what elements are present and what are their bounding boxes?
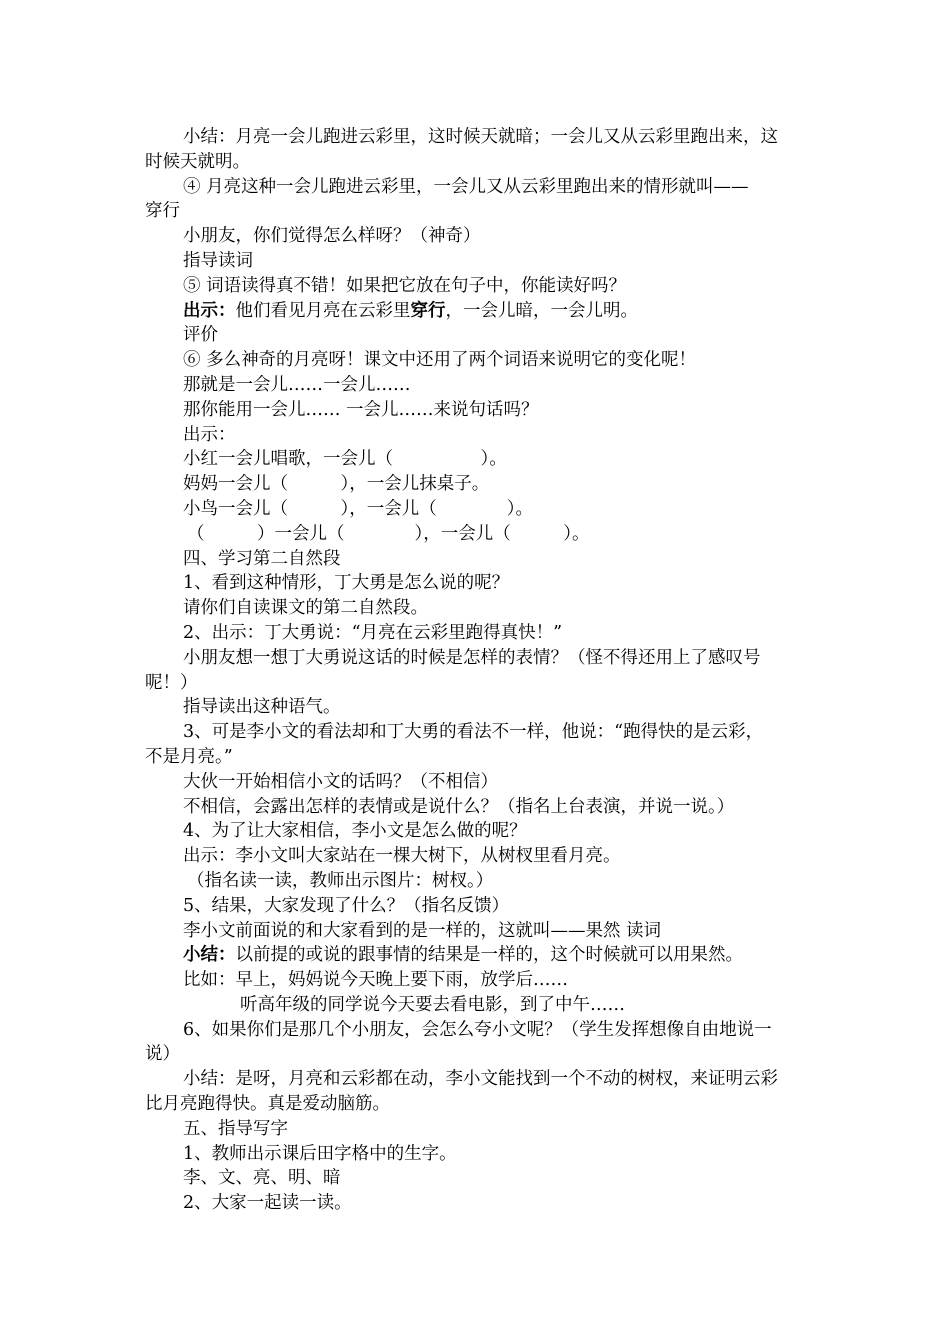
text-line [0, 522, 950, 547]
text-line [0, 249, 950, 274]
text-line [0, 919, 950, 944]
text-line [0, 1067, 950, 1092]
line-text: ④ 月亮这种一会儿跑进云彩里，一会儿又从云彩里跑出来的情形就叫—— [183, 176, 749, 197]
line-text: 小结：是呀，月亮和云彩都在动，李小文能找到一个不动的树杈，来证明云彩 [183, 1069, 778, 1090]
text-line [0, 770, 950, 795]
line-text: 小朋友，你们觉得怎么样呀？（神奇） [183, 226, 481, 247]
line-text: 5、结果，大家发现了什么？（指名反馈） [183, 895, 510, 916]
text-line [0, 547, 950, 572]
bold-word: 穿行 [410, 300, 446, 321]
line-text: ⑤ 词语读得真不错！如果把它放在句子中，你能读好吗？ [183, 275, 627, 296]
line-text: 小结：月亮一会儿跑进云彩里，这时候天就暗；一会儿又从云彩里跑出来，这 [183, 127, 778, 147]
line-text: 2、出示：丁大勇说：“月亮在云彩里跑得真快！” [183, 622, 563, 643]
line-text: 指导读词 [183, 250, 253, 271]
text-line [0, 199, 950, 224]
line-text: 时候天就明。 [145, 151, 250, 172]
line-text: 以前提的或说的跟事情的结果是一样的，这个时候就可以用果然。 [235, 945, 743, 966]
line-text: 评价 [183, 325, 218, 346]
document-body [0, 125, 950, 1216]
line-text: （指名读一读，教师出示图片：树杈。） [187, 870, 494, 891]
line-text: 比月亮跑得快。真是爱动脑筋。 [145, 1094, 390, 1115]
text-line [0, 472, 950, 497]
text-line [0, 1092, 950, 1117]
text-line [0, 894, 950, 919]
text-line [0, 695, 950, 720]
line-text: 妈妈一会儿（ ），一会儿抹桌子。 [183, 474, 490, 495]
text-line [0, 745, 950, 770]
line-text: 出示： [183, 424, 236, 445]
text-line [0, 274, 950, 299]
text-line [0, 398, 950, 423]
line-text: 李、文、亮、明、暗 [183, 1168, 341, 1189]
text-line [0, 795, 950, 820]
line-text: 1、看到这种情形，丁大勇是怎么说的呢？ [183, 573, 510, 594]
text-line [0, 844, 950, 869]
line-text: 大伙一开始相信小文的话吗？（不相信） [183, 771, 498, 792]
text-line [0, 869, 950, 894]
line-text: 说） [145, 1044, 180, 1065]
text-line [0, 175, 950, 200]
text-line [0, 447, 950, 472]
text-line [0, 646, 950, 671]
text-line [0, 571, 950, 596]
text-line [0, 720, 950, 745]
line-text: 4、为了让大家相信，李小文是怎么做的呢？ [183, 821, 527, 842]
line-text: 比如：早上，妈妈说今天晚上要下雨，放学后…… [183, 970, 568, 991]
line-text: 不相信，会露出怎样的表情或是说什么？（指名上台表演，并说一说。） [183, 796, 735, 817]
line-text: 穿行 [145, 201, 180, 222]
text-line [0, 348, 950, 373]
bold-label: 小结： [183, 945, 236, 966]
line-text: 那就是一会儿……一会儿…… [183, 374, 411, 395]
text-line [0, 299, 950, 324]
text-line [0, 323, 950, 348]
text-line [0, 621, 950, 646]
text-line [0, 1166, 950, 1191]
text-line [0, 968, 950, 993]
line-text: 小鸟一会儿（ ），一会儿（ ）。 [183, 498, 533, 519]
text-line [0, 1142, 950, 1167]
text-line [0, 423, 950, 448]
text-line [0, 1018, 950, 1043]
text-line [0, 224, 950, 249]
line-text: 他们看见月亮在云彩里 [235, 300, 411, 321]
line-text: 小朋友想一想丁大勇说这话的时候是怎样的表情？（怪不得还用上了感叹号 [183, 647, 761, 668]
text-line [0, 671, 950, 696]
line-text: 听高年级的同学说今天要去看电影，到了中午…… [240, 994, 625, 1015]
line-text: 四、学习第二自然段 [183, 548, 341, 569]
text-line [0, 596, 950, 621]
bold-label: 出示： [183, 300, 236, 321]
line-text: 五、指导写字 [183, 1118, 288, 1139]
text-line [0, 497, 950, 522]
line-text: 1、教师出示课后田字格中的生字。 [183, 1143, 457, 1164]
text-line [0, 1042, 950, 1067]
text-line [0, 943, 950, 968]
line-text: 小红一会儿唱歌，一会儿（ ）。 [183, 449, 507, 470]
line-text: 那你能用一会儿…… 一会儿……来说句话吗？ [183, 399, 539, 420]
line-text: 呢！） [145, 672, 198, 693]
line-text: 2、大家一起读一读。 [183, 1193, 352, 1214]
text-line [0, 125, 950, 150]
line-text: 请你们自读课文的第二自然段。 [183, 598, 428, 619]
line-text: ⑥ 多么神奇的月亮呀！课文中还用了两个词语来说明它的变化呢！ [183, 350, 697, 371]
line-text: 指导读出这种语气。 [183, 697, 341, 718]
line-text: 出示：李小文叫大家站在一棵大树下，从树杈里看月亮。 [183, 846, 621, 867]
line-text: 不是月亮。” [145, 746, 233, 767]
line-text-tail: ，一会儿暗，一会儿明。 [445, 300, 638, 321]
text-line [0, 373, 950, 398]
text-line [0, 819, 950, 844]
text-line [0, 150, 950, 175]
text-line [0, 1117, 950, 1142]
text-line [0, 993, 950, 1018]
text-line [0, 1191, 950, 1216]
line-text: 3、可是李小文的看法却和丁大勇的看法不一样，他说：“跑得快的是云彩， [183, 722, 764, 743]
line-text: 6、如果你们是那几个小朋友，会怎么夸小文呢？（学生发挥想像自由地说一 [183, 1019, 772, 1040]
line-text: （ ）一会儿（ ），一会儿（ ）。 [187, 523, 590, 544]
line-text: 李小文前面说的和大家看到的是一样的，这就叫——果然 读词 [183, 920, 662, 941]
